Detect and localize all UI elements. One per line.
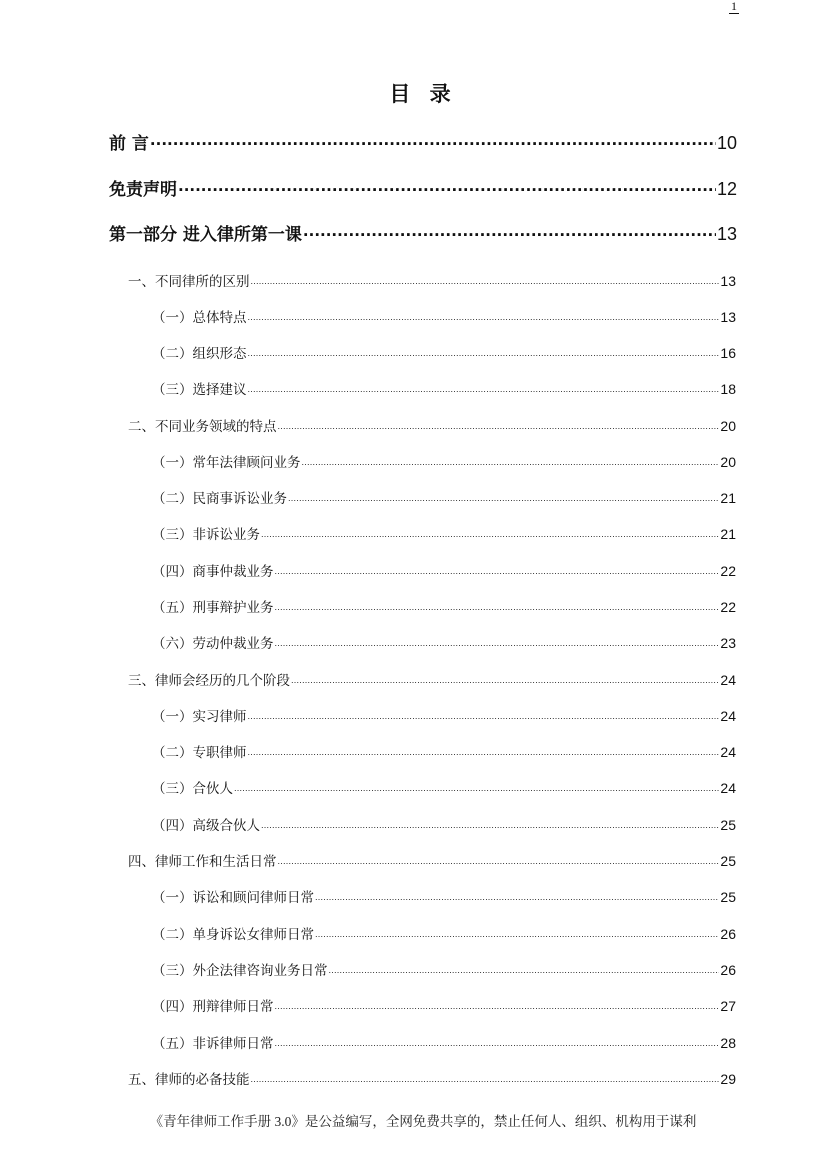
- toc-page-number: 12: [716, 179, 737, 199]
- toc-page-number: 13: [716, 224, 737, 244]
- toc-leader-dots: [303, 223, 716, 240]
- toc-section-row[interactable]: [128, 669, 736, 689]
- toc-leader-dots: [261, 817, 719, 831]
- toc-entry-label: （四）高级合伙人: [152, 818, 260, 834]
- toc-leader-dots: [275, 599, 720, 613]
- toc-page-number: 20: [720, 454, 736, 470]
- toc-leader-dots: [315, 926, 719, 940]
- toc-entry-label: （四）刑辩律师日常: [152, 999, 274, 1015]
- toc-entry-label: （四）商事仲裁业务: [152, 564, 274, 580]
- toc-subsection-row[interactable]: [152, 632, 736, 652]
- toc-page-number: 24: [720, 780, 736, 796]
- toc-leader-dots: [329, 962, 720, 976]
- toc-entry-label: （三）选择建议: [152, 382, 247, 398]
- toc-part-label: 第一部分 进入律所第一课: [109, 225, 302, 245]
- toc-entry-label: （二）专职律师: [152, 745, 247, 761]
- toc-leader-dots: [315, 889, 719, 903]
- toc-leader-dots: [178, 178, 716, 195]
- toc-leader-dots: [251, 1071, 720, 1085]
- toc-part-label: 免责声明: [109, 180, 177, 200]
- toc-subsection-row[interactable]: [152, 959, 736, 979]
- toc-part-row[interactable]: [109, 220, 737, 245]
- toc-subsection-row[interactable]: [152, 378, 736, 398]
- toc-entry-label: （二）民商事诉讼业务: [152, 491, 287, 507]
- toc-page-number: 25: [720, 889, 736, 905]
- toc-entry-label: 一、不同律所的区别: [128, 274, 250, 290]
- toc-subsection-row[interactable]: [152, 487, 736, 507]
- toc-subsection-row[interactable]: [152, 886, 736, 906]
- toc-leader-dots: [248, 744, 720, 758]
- toc-leader-dots: [275, 563, 720, 577]
- toc-section-row[interactable]: [128, 850, 736, 870]
- toc-leader-dots: [278, 853, 720, 867]
- toc-subsection-row[interactable]: [152, 705, 736, 725]
- page-title: 目 录: [389, 82, 457, 106]
- toc-leader-dots: [150, 132, 716, 149]
- toc-page-number: 22: [720, 599, 736, 615]
- toc-leader-dots: [234, 780, 719, 794]
- toc-entry-label: 四、律师工作和生活日常: [128, 854, 277, 870]
- toc-subsection-row[interactable]: [152, 560, 736, 580]
- toc-page-number: 29: [720, 1071, 736, 1087]
- toc-entry-label: （五）非诉律师日常: [152, 1036, 274, 1052]
- toc-entry-label: （一）总体特点: [152, 310, 247, 326]
- toc-leader-dots: [302, 454, 720, 468]
- toc-section-row[interactable]: [128, 270, 736, 290]
- toc-entry-label: （二）组织形态: [152, 346, 247, 362]
- toc-leader-dots: [248, 309, 720, 323]
- toc-subsection-row[interactable]: [152, 923, 736, 943]
- toc-entry-label: （三）外企法律咨询业务日常: [152, 963, 328, 979]
- toc-leader-dots: [288, 490, 719, 504]
- toc-page-number: 25: [720, 853, 736, 869]
- toc-page-number: 13: [720, 309, 736, 325]
- toc-page-number: 26: [720, 926, 736, 942]
- toc-page-number: 24: [720, 672, 736, 688]
- toc-subsection-row[interactable]: [152, 995, 736, 1015]
- toc-leader-dots: [275, 1035, 720, 1049]
- toc-leader-dots: [248, 345, 720, 359]
- toc-entry-label: （一）诉讼和顾问律师日常: [152, 890, 314, 906]
- toc-subsection-row[interactable]: [152, 1032, 736, 1052]
- toc-subsection-row[interactable]: [152, 451, 736, 471]
- toc-leader-dots: [278, 418, 720, 432]
- toc-subsection-row[interactable]: [152, 741, 736, 761]
- toc-entry-label: 三、律师会经历的几个阶段: [128, 673, 290, 689]
- toc-page-number: 27: [720, 998, 736, 1014]
- toc-leader-dots: [248, 708, 720, 722]
- toc-entry-label: 二、不同业务领域的特点: [128, 419, 277, 435]
- toc-subsection-row[interactable]: [152, 596, 736, 616]
- toc-leader-dots: [275, 998, 720, 1012]
- toc-page-number: 24: [720, 744, 736, 760]
- toc-leader-dots: [251, 273, 720, 287]
- toc-entry-label: （一）实习律师: [152, 709, 247, 725]
- toc-entry-label: （三）非诉讼业务: [152, 527, 260, 543]
- toc-page-number: 28: [720, 1035, 736, 1051]
- toc-entry-label: 五、律师的必备技能: [128, 1072, 250, 1088]
- toc-part-label: 前 言: [109, 134, 149, 154]
- toc-subsection-row[interactable]: [152, 777, 736, 797]
- toc-entry-label: （五）刑事辩护业务: [152, 600, 274, 616]
- toc-page-number: 25: [720, 817, 736, 833]
- toc-subsection-row[interactable]: [152, 814, 736, 834]
- footer-notice: 《青年律师工作手册 3.0》是公益编写，全网免费共享的，禁止任何人、组织、机构用于谋利: [149, 1114, 697, 1129]
- toc-page-number: 23: [720, 635, 736, 651]
- toc-part-row[interactable]: [109, 175, 737, 200]
- toc-page-number: 26: [720, 962, 736, 978]
- toc-entry-label: （三）合伙人: [152, 781, 233, 797]
- toc-section-row[interactable]: [128, 415, 736, 435]
- toc-entry-label: （二）单身诉讼女律师日常: [152, 927, 314, 943]
- toc-part-row[interactable]: [109, 129, 737, 154]
- toc-section-row[interactable]: [128, 1068, 736, 1088]
- toc-entry-label: （一）常年法律顾问业务: [152, 455, 301, 471]
- toc-page-number: 21: [720, 490, 736, 506]
- toc-leader-dots: [275, 635, 720, 649]
- toc-subsection-row[interactable]: [152, 342, 736, 362]
- toc-page-number: 13: [720, 273, 736, 289]
- toc-page-number: 24: [720, 708, 736, 724]
- toc-entry-label: （六）劳动仲裁业务: [152, 636, 274, 652]
- toc-leader-dots: [248, 381, 720, 395]
- toc-page-number: 18: [720, 381, 736, 397]
- toc-page-number: 20: [720, 418, 736, 434]
- toc-page-number: 21: [720, 526, 736, 542]
- toc-page-number: 22: [720, 563, 736, 579]
- toc-leader-dots: [291, 672, 719, 686]
- page-number: 1: [731, 0, 737, 13]
- toc-page-number: 10: [716, 133, 737, 153]
- toc-subsection-row[interactable]: [152, 306, 736, 326]
- toc-page-number: 16: [720, 345, 736, 361]
- toc-subsection-row[interactable]: [152, 523, 736, 543]
- toc-leader-dots: [261, 526, 719, 540]
